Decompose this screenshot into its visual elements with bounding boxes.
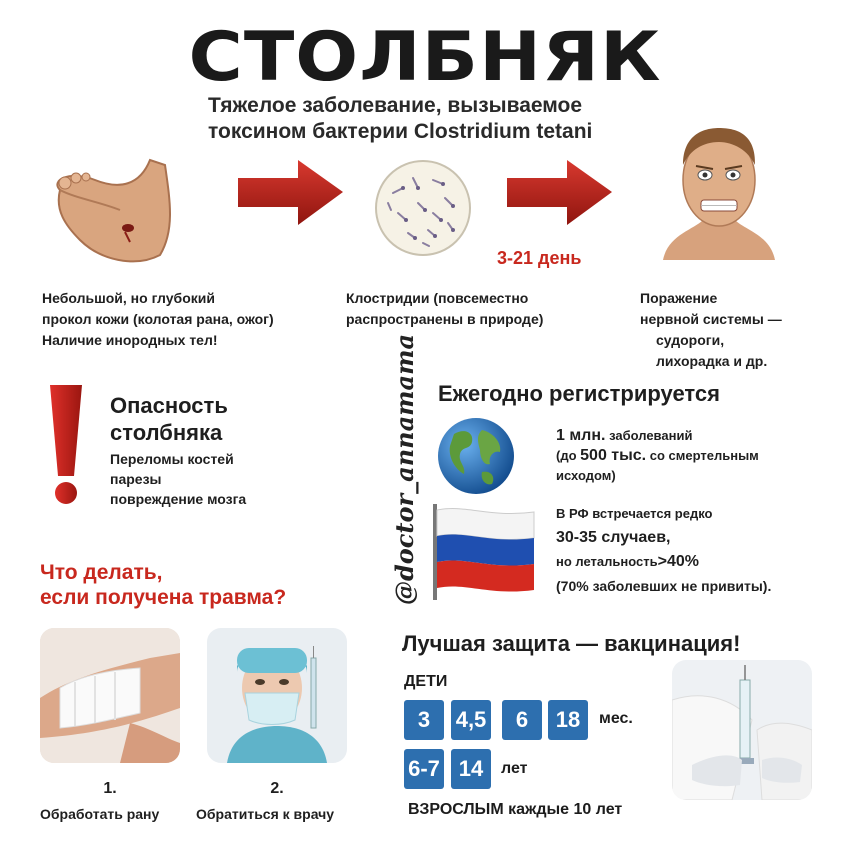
months-unit: мес.: [599, 710, 633, 727]
mortality-value: >40%: [657, 553, 699, 570]
age-box-months: 6: [502, 700, 542, 740]
danger-title-line: столбняка: [110, 420, 223, 445]
unvaccinated-note: (70% заболевших не привиты).: [556, 578, 772, 594]
caption-line: Небольшой, но глубокий: [42, 290, 215, 306]
age-box-years: 14: [451, 749, 491, 789]
page-subtitle: [208, 93, 668, 145]
page-title: СТОЛБНЯК: [188, 17, 662, 97]
danger-list: [110, 449, 246, 509]
years-unit: лет: [501, 760, 528, 777]
step-caption-symptoms: [640, 288, 782, 372]
age-box-years: 6-7: [404, 749, 444, 789]
age-box-months: 18: [548, 700, 588, 740]
danger-title: [110, 392, 228, 446]
question-line: Что делать,: [40, 561, 163, 584]
vaccination-heading: Лучшая защита — вакцинация!: [402, 631, 741, 656]
children-label: ДЕТИ: [404, 673, 448, 690]
world-deaths-label: со смертельным: [646, 448, 759, 463]
caption-line: Поражение: [640, 290, 718, 306]
incubation-period: 3-21 день: [497, 248, 582, 268]
world-deaths-value: 500 тыс.: [580, 447, 647, 464]
globe-icon: [436, 416, 516, 501]
mortality-label: но летальность: [556, 554, 658, 569]
world-cases-label: заболеваний: [605, 428, 693, 443]
danger-item: парезы: [110, 471, 162, 487]
arrow-right-icon: [507, 160, 612, 230]
danger-item: Переломы костей: [110, 451, 234, 467]
adults-schedule: ВЗРОСЛЫМ каждые 10 лет: [408, 801, 623, 818]
injury-question: [40, 560, 286, 610]
caption-line: Клостридии (повсеместно: [346, 290, 529, 306]
world-stats: [556, 426, 759, 486]
caption-line: прокол кожи (колотая рана, ожог): [42, 311, 274, 327]
caption-line: распространены в природе): [346, 311, 544, 327]
russia-cases: 30-35 случаев,: [556, 529, 671, 546]
russia-flag-icon: [430, 504, 540, 605]
world-deaths-prefix: (до: [556, 448, 581, 463]
question-line: если получена травма?: [40, 586, 287, 609]
world-deaths-label: исходом): [556, 468, 616, 483]
caption-line: нервной системы —: [640, 311, 782, 327]
danger-item: повреждение мозга: [110, 491, 247, 507]
age-box-months: 3: [404, 700, 444, 740]
arrow-right-icon: [238, 160, 343, 230]
patient-face-illustration: [658, 120, 780, 265]
subtitle-line: Тяжелое заболевание, вызываемое: [208, 94, 583, 117]
step-caption-wound: [42, 288, 274, 351]
step-caption-bacteria: [346, 288, 543, 330]
stats-heading: Ежегодно регистрируется: [438, 381, 720, 406]
subtitle-line: токсином бактерии Clostridium tetani: [208, 120, 593, 143]
danger-title-line: Опасность: [110, 393, 228, 418]
step-number-1: 1.: [103, 780, 117, 797]
watermark-handle: @doctor_annamama: [390, 333, 419, 605]
caption-line: Наличие инородных тел!: [42, 332, 218, 348]
step-label-see-doctor: Обратиться к врачу: [196, 806, 335, 822]
bandaged-hand-photo: [40, 628, 180, 763]
caption-line: судороги,: [656, 332, 725, 348]
russia-stats: [556, 502, 771, 598]
caption-line: лихорадка и др.: [656, 353, 768, 369]
doctor-photo: [207, 628, 347, 763]
step-number-2: 2.: [270, 780, 284, 797]
foot-wound-illustration: [40, 150, 180, 275]
age-box-months: 4,5: [451, 700, 491, 740]
step-label-treat-wound: Обработать рану: [40, 806, 160, 822]
russia-stats-line: В РФ встречается редко: [556, 506, 713, 521]
exclamation-icon: [46, 382, 86, 512]
world-cases-value: 1 млн.: [556, 427, 606, 444]
syringe-photo: [672, 660, 812, 800]
bacteria-petri-dish-icon: [373, 158, 473, 263]
